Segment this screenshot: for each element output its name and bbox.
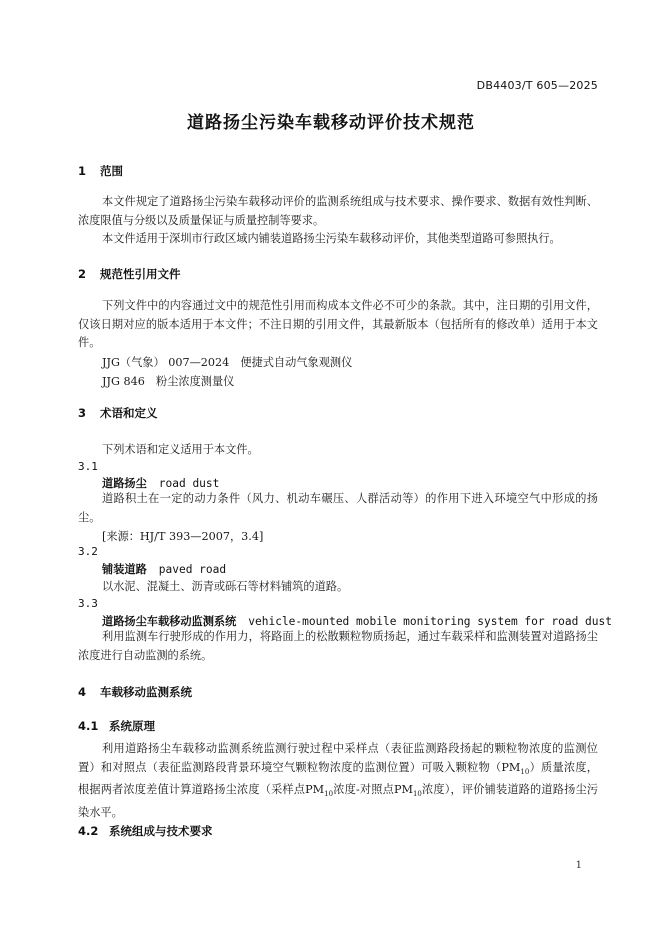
term-definition: 道路积土在一定的动力条件（风力、机动车碾压、人群活动等）的作用下进入环境空气中形成的扬尘。 xyxy=(78,492,598,524)
section-number: 4 xyxy=(78,685,87,699)
scope-paragraph-1: 本文件规定了道路扬尘污染车载移动评价的监测系统组成与技术要求、操作要求、数据有效性判断、浓度限值与分级以及质量保证与质量控制等要求。 xyxy=(78,195,598,227)
term-name-en: vehicle-mounted mobile monitoring system for road dust xyxy=(248,615,612,628)
term-number: 3.3 xyxy=(78,597,98,610)
page-number: 1 xyxy=(575,860,582,871)
document-title: 道路扬尘污染车载移动评价技术规范 xyxy=(187,113,475,133)
section-title: 车载移动监测系统 xyxy=(100,685,192,699)
term-name-en: road dust xyxy=(158,477,220,490)
terms-intro: 下列术语和定义适用于本文件。 xyxy=(102,443,259,456)
references-paragraph: 下列文件中的内容通过文中的规范性引用而构成本文件必不可少的条款。其中，注日期的引用文件，仅该日期对应的版本适用于本文件；不注日期的引用文件，其最新版本（包括所有的修改单）适用于本文件。 xyxy=(78,299,598,350)
section-number: 1 xyxy=(78,164,87,178)
reference-item: JJG（气象） 007—2024 便捷式自动气象观测仪 xyxy=(102,356,353,369)
principle-paragraph: 利用道路扬尘车载移动监测系统监测行驶过程中采样点（表征监测路段扬起的颗粒物浓度的监测位置）和对照点（表征监测路段背景环境空气颗粒物浓度的监测位置）可吸入颗粒物$(PM_{10})$质量浓度，根据两者浓度差值计算道路扬尘浓度（采样点$PM_{10}$浓度-对照点$PM_{10}$浓度），评价铺装道路的道路扬尘污染水平。 xyxy=(78,742,599,820)
subsection-number: 4.2 xyxy=(78,824,99,838)
document-code: DB4403/T 605—2025 xyxy=(476,79,598,92)
section-title: 规范性引用文件 xyxy=(100,267,181,281)
term-entry xyxy=(102,561,226,577)
section-title: 术语和定义 xyxy=(100,406,158,420)
section-number: 2 xyxy=(78,267,87,281)
section-number: 3 xyxy=(78,406,87,420)
subsection-number: 4.1 xyxy=(78,719,99,733)
section-heading-vehicle-system xyxy=(78,684,192,700)
term-name-en: paved road xyxy=(158,563,227,576)
subsection-title: 系统原理 xyxy=(109,719,155,733)
scope-paragraph-2: 本文件适用于深圳市行政区域内铺装道路扬尘污染车载移动评价，其他类型道路可参照执行。 xyxy=(102,232,561,245)
reference-item: JJG 846 粉尘浓度测量仪 xyxy=(102,375,235,388)
term-name-zh: 道路扬尘 xyxy=(102,477,147,490)
subsection-heading-composition xyxy=(78,823,213,839)
term-source: [来源：HJ/T 393—2007，3.4] xyxy=(102,530,264,543)
section-heading-scope xyxy=(78,163,123,179)
term-entry xyxy=(102,475,219,491)
subsection-heading-principle xyxy=(78,718,155,734)
section-heading-normative-references xyxy=(78,266,181,282)
section-title: 范围 xyxy=(100,164,123,178)
term-number: 3.2 xyxy=(78,545,98,558)
subsection-title: 系统组成与技术要求 xyxy=(109,824,213,838)
term-definition: 利用监测车行驶形成的作用力，将路面上的松散颗粒物质扬起，通过车载采样和监测装置对道路扬尘浓度进行自动监测的系统。 xyxy=(78,630,598,662)
term-definition: 以水泥、混凝土、沥青或砾石等材料铺筑的道路。 xyxy=(102,580,349,593)
term-name-zh: 铺装道路 xyxy=(102,563,147,576)
term-number: 3.1 xyxy=(78,460,98,473)
section-heading-terms xyxy=(78,405,158,421)
term-name-zh: 道路扬尘车载移动监测系统 xyxy=(102,615,237,628)
term-entry xyxy=(102,613,612,629)
